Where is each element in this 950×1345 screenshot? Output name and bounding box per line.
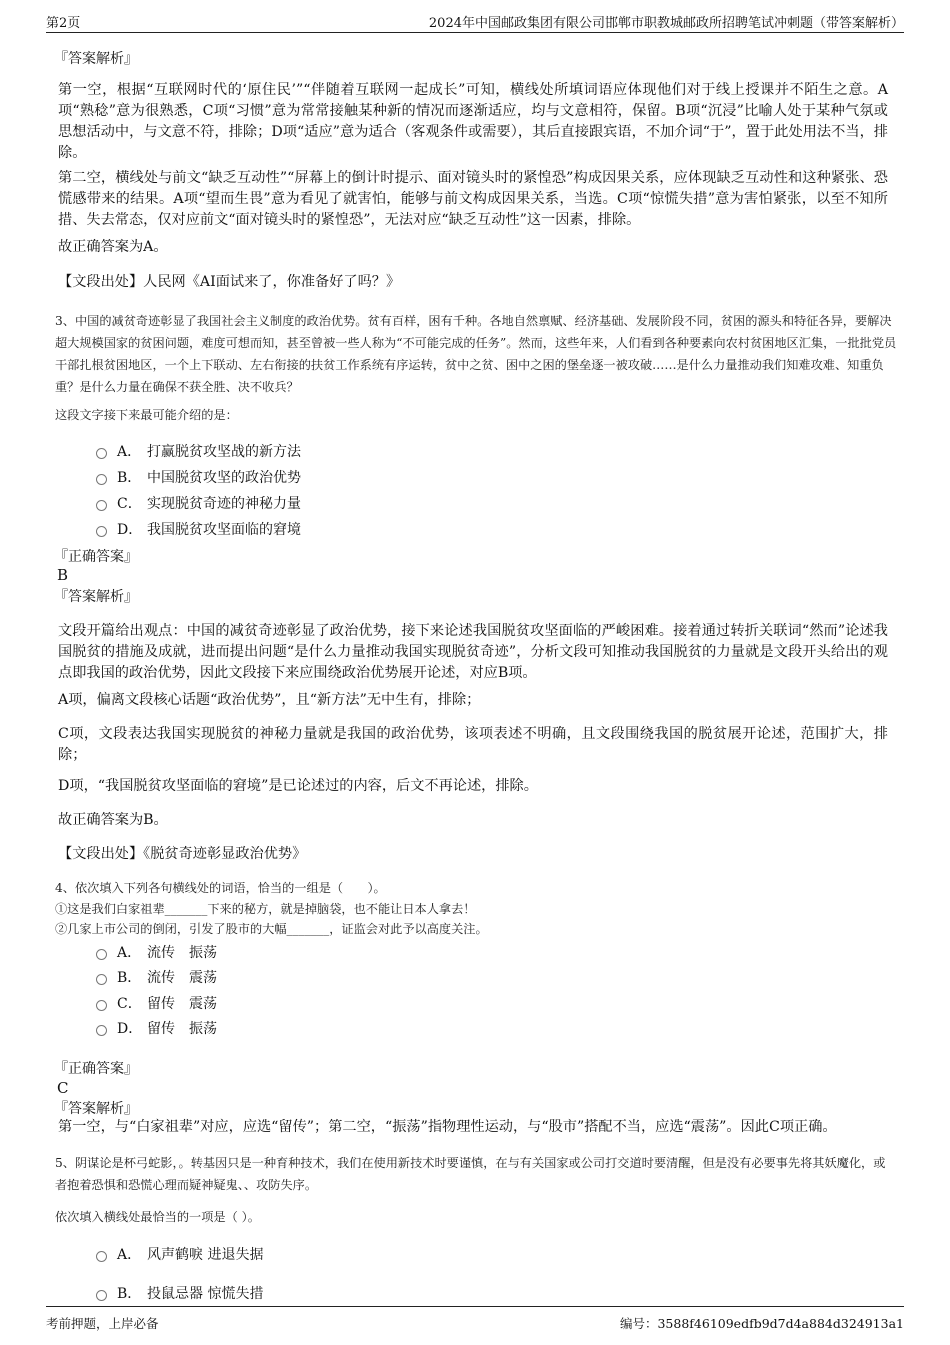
q3-analysis-para4: D项，“我国脱贫攻坚面临的窘境”是已论述过的内容，后文不再论述，排除。 bbox=[58, 778, 538, 794]
q5-option-a[interactable] bbox=[96, 1244, 263, 1264]
q2-analysis-para2: 第二空，横线处与前文“缺乏互动性”“屏幕上的倒计时提示、面对镜头时的紧惶恐”构成因果关系，应体现缺乏互动性和这种紧张、恐慌感带来的结果。A项“望而生畏”意为看见了就害怕，能够与前文构成因果关系，当选。C项“惊慌失措”意为害怕紧张，以至不知所措、失去常态，仅对应前文“面对镜头时的紧惶恐”，无法对应“缺乏互动性”这一因素，排除。 bbox=[58, 170, 888, 228]
q3-analysis-para3: C项，文段表达我国实现脱贫的神秘力量就是我国的政治优势，该项表述不明确，且文段围绕我国的脱贫展开论述，范围扩大，排除； bbox=[58, 726, 888, 763]
q4-stem: 4、依次填入下列各句横线处的词语，恰当的一组是（ ）。 bbox=[55, 881, 386, 895]
q5-option-b[interactable] bbox=[96, 1283, 263, 1303]
q2-conclusion: 故正确答案为A。 bbox=[58, 239, 168, 255]
q4-correct-label: 『正确答案』 bbox=[54, 1061, 138, 1077]
page-number: 第2页 bbox=[46, 16, 81, 31]
radio-icon[interactable] bbox=[96, 448, 107, 459]
option-text: 投鼠忌器 惊慌失措 bbox=[147, 1286, 264, 1302]
q4-sentence-2: ②几家上市公司的倒闭，引发了股市的大幅_______，证监会对此予以高度关注。 bbox=[55, 922, 488, 936]
option-text: 我国脱贫攻坚面临的窘境 bbox=[147, 522, 301, 538]
q3-source: 【文段出处】《脱贫奇迹彰显政治优势》 bbox=[58, 846, 307, 862]
q4-analysis-label: 『答案解析』 bbox=[54, 1101, 138, 1117]
radio-icon[interactable] bbox=[96, 949, 107, 960]
q4-option-d[interactable] bbox=[96, 1018, 217, 1038]
option-text: 留传 震荡 bbox=[147, 996, 217, 1012]
q2-source: 【文段出处】人民网《AI面试来了，你准备好了吗？》 bbox=[58, 274, 401, 290]
option-text: 留传 振荡 bbox=[147, 1021, 217, 1037]
option-text: 实现脱贫奇迹的神秘力量 bbox=[147, 496, 301, 512]
footer-slogan: 考前押题，上岸必备 bbox=[46, 1316, 159, 1331]
q4-option-b[interactable] bbox=[96, 967, 217, 987]
q3-option-a[interactable] bbox=[96, 441, 301, 461]
option-letter: C． bbox=[117, 996, 142, 1012]
q4-answer: C bbox=[57, 1079, 69, 1097]
option-letter: D． bbox=[117, 1021, 143, 1037]
option-letter: B． bbox=[117, 970, 142, 986]
radio-icon[interactable] bbox=[96, 526, 107, 537]
radio-icon[interactable] bbox=[96, 1251, 107, 1262]
q3-conclusion: 故正确答案为B。 bbox=[58, 812, 168, 828]
option-letter: A． bbox=[117, 945, 142, 961]
q4-option-c[interactable] bbox=[96, 993, 217, 1013]
page-footer bbox=[46, 1306, 904, 1333]
q3-question: 这段文字接下来最可能介绍的是： bbox=[55, 408, 238, 422]
option-letter: D． bbox=[117, 522, 143, 538]
option-text: 中国脱贫攻坚的政治优势 bbox=[147, 470, 301, 486]
option-text: 流传 震荡 bbox=[147, 970, 217, 986]
q4-option-a[interactable] bbox=[96, 942, 217, 962]
q5-question: 依次填入横线处最恰当的一项是（ ）。 bbox=[55, 1210, 260, 1224]
option-text: 打赢脱贫攻坚战的新方法 bbox=[147, 444, 301, 460]
option-letter: B． bbox=[117, 470, 142, 486]
q3-correct-label: 『正确答案』 bbox=[54, 549, 138, 565]
q2-analysis-para1: 第一空，根据“互联网时代的‘原住民’”“伴随着互联网一起成长”可知，横线处所填词语应体现他们对于线上授课并不陌生之意。A项“熟稔”意为很熟悉，C项“习惯”意为常常接触某种新的情况而逐渐适应，均与文意相符，保留。B项“沉浸”比喻人处于某种气氛或思想活动中，与文意不符，排除；D项“适应”意为适合（客观条件或需要），其后直接跟宾语，不加介词“于”，置于此处用法不当，排除。 bbox=[58, 82, 888, 161]
radio-icon[interactable] bbox=[96, 474, 107, 485]
q3-analysis-para1: 文段开篇给出观点：中国的减贫奇迹彰显了政治优势，接下来论述我国脱贫攻坚面临的严峻困难。接着通过转折关联词“然而”论述我国脱贫的措施及成就，进而提出问题“是什么力量推动我国实现脱贫奇迹”，分析文段可知推动我国脱贫的力量就是文段开头给出的观点即我国的政治优势，因此文段接下来应围绕政治优势展开论述，对应B项。 bbox=[58, 623, 888, 681]
q3-option-c[interactable] bbox=[96, 493, 301, 513]
q3-analysis-para2: A项，偏离文段核心话题“政治优势”，且“新方法”无中生有，排除； bbox=[58, 692, 481, 708]
radio-icon[interactable] bbox=[96, 974, 107, 985]
q3-option-d[interactable] bbox=[96, 519, 301, 539]
q3-analysis-label: 『答案解析』 bbox=[54, 589, 138, 605]
q3-option-b[interactable] bbox=[96, 467, 301, 487]
q4-sentence-1: ①这是我们白家祖辈_______下来的秘方，就是掉脑袋，也不能让日本人拿去！ bbox=[55, 902, 476, 916]
radio-icon[interactable] bbox=[96, 1290, 107, 1301]
radio-icon[interactable] bbox=[96, 1025, 107, 1036]
option-letter: B． bbox=[117, 1286, 142, 1302]
q5-stem: 5、阴谋论是杯弓蛇影，。转基因只是一种育种技术，我们在使用新技术时要谨慎，在与有关国家或公司打交道时要清醒，但是没有必要事先将其妖魔化，或者抱着恐惧和恐慌心理而疑神疑鬼、、攻防失序。 bbox=[55, 1156, 886, 1192]
document-id: 编号：3588f46109edfb9d7d4a884d324913a1 bbox=[619, 1316, 904, 1331]
option-letter: A． bbox=[117, 1247, 142, 1263]
option-letter: A． bbox=[117, 444, 142, 460]
q2-analysis-label: 『答案解析』 bbox=[54, 51, 138, 67]
document-title: 2024年中国邮政集团有限公司邯郸市职教城邮政所招聘笔试冲刺题（带答案解析） bbox=[428, 16, 904, 31]
q3-stem: 3、中国的减贫奇迹彰显了我国社会主义制度的政治优势。贫有百样，困有千种。各地自然禀赋、经济基础、发展阶段不同，贫困的源头和特征各异，要解决超大规模国家的贫困问题，难度可想而知，甚至曾被一些人称为“不可能完成的任务”。然而，这些年来，人们看到各种要素向农村贫困地区汇集，一批批党员干部扎根贫困地区，一个上下联动、左右衔接的扶贫工作系统有序运转，贫中之贫、困中之困的堡垒逐一被攻破……是什么力量推动我们知难攻难、知重负重？是什么力量在确保不获全胜、决不收兵？ bbox=[55, 314, 897, 394]
radio-icon[interactable] bbox=[96, 500, 107, 511]
option-text: 流传 振荡 bbox=[147, 945, 217, 961]
option-text: 风声鹤唳 进退失据 bbox=[147, 1247, 264, 1263]
q3-answer: B bbox=[57, 566, 69, 584]
q4-analysis: 第一空，与“白家祖辈”对应，应选“留传”；第二空，“振荡”指物理性运动，与“股市”搭配不当，应选“震荡”。因此C项正确。 bbox=[58, 1119, 837, 1135]
page-header bbox=[46, 10, 904, 33]
option-letter: C． bbox=[117, 496, 142, 512]
radio-icon[interactable] bbox=[96, 1000, 107, 1011]
